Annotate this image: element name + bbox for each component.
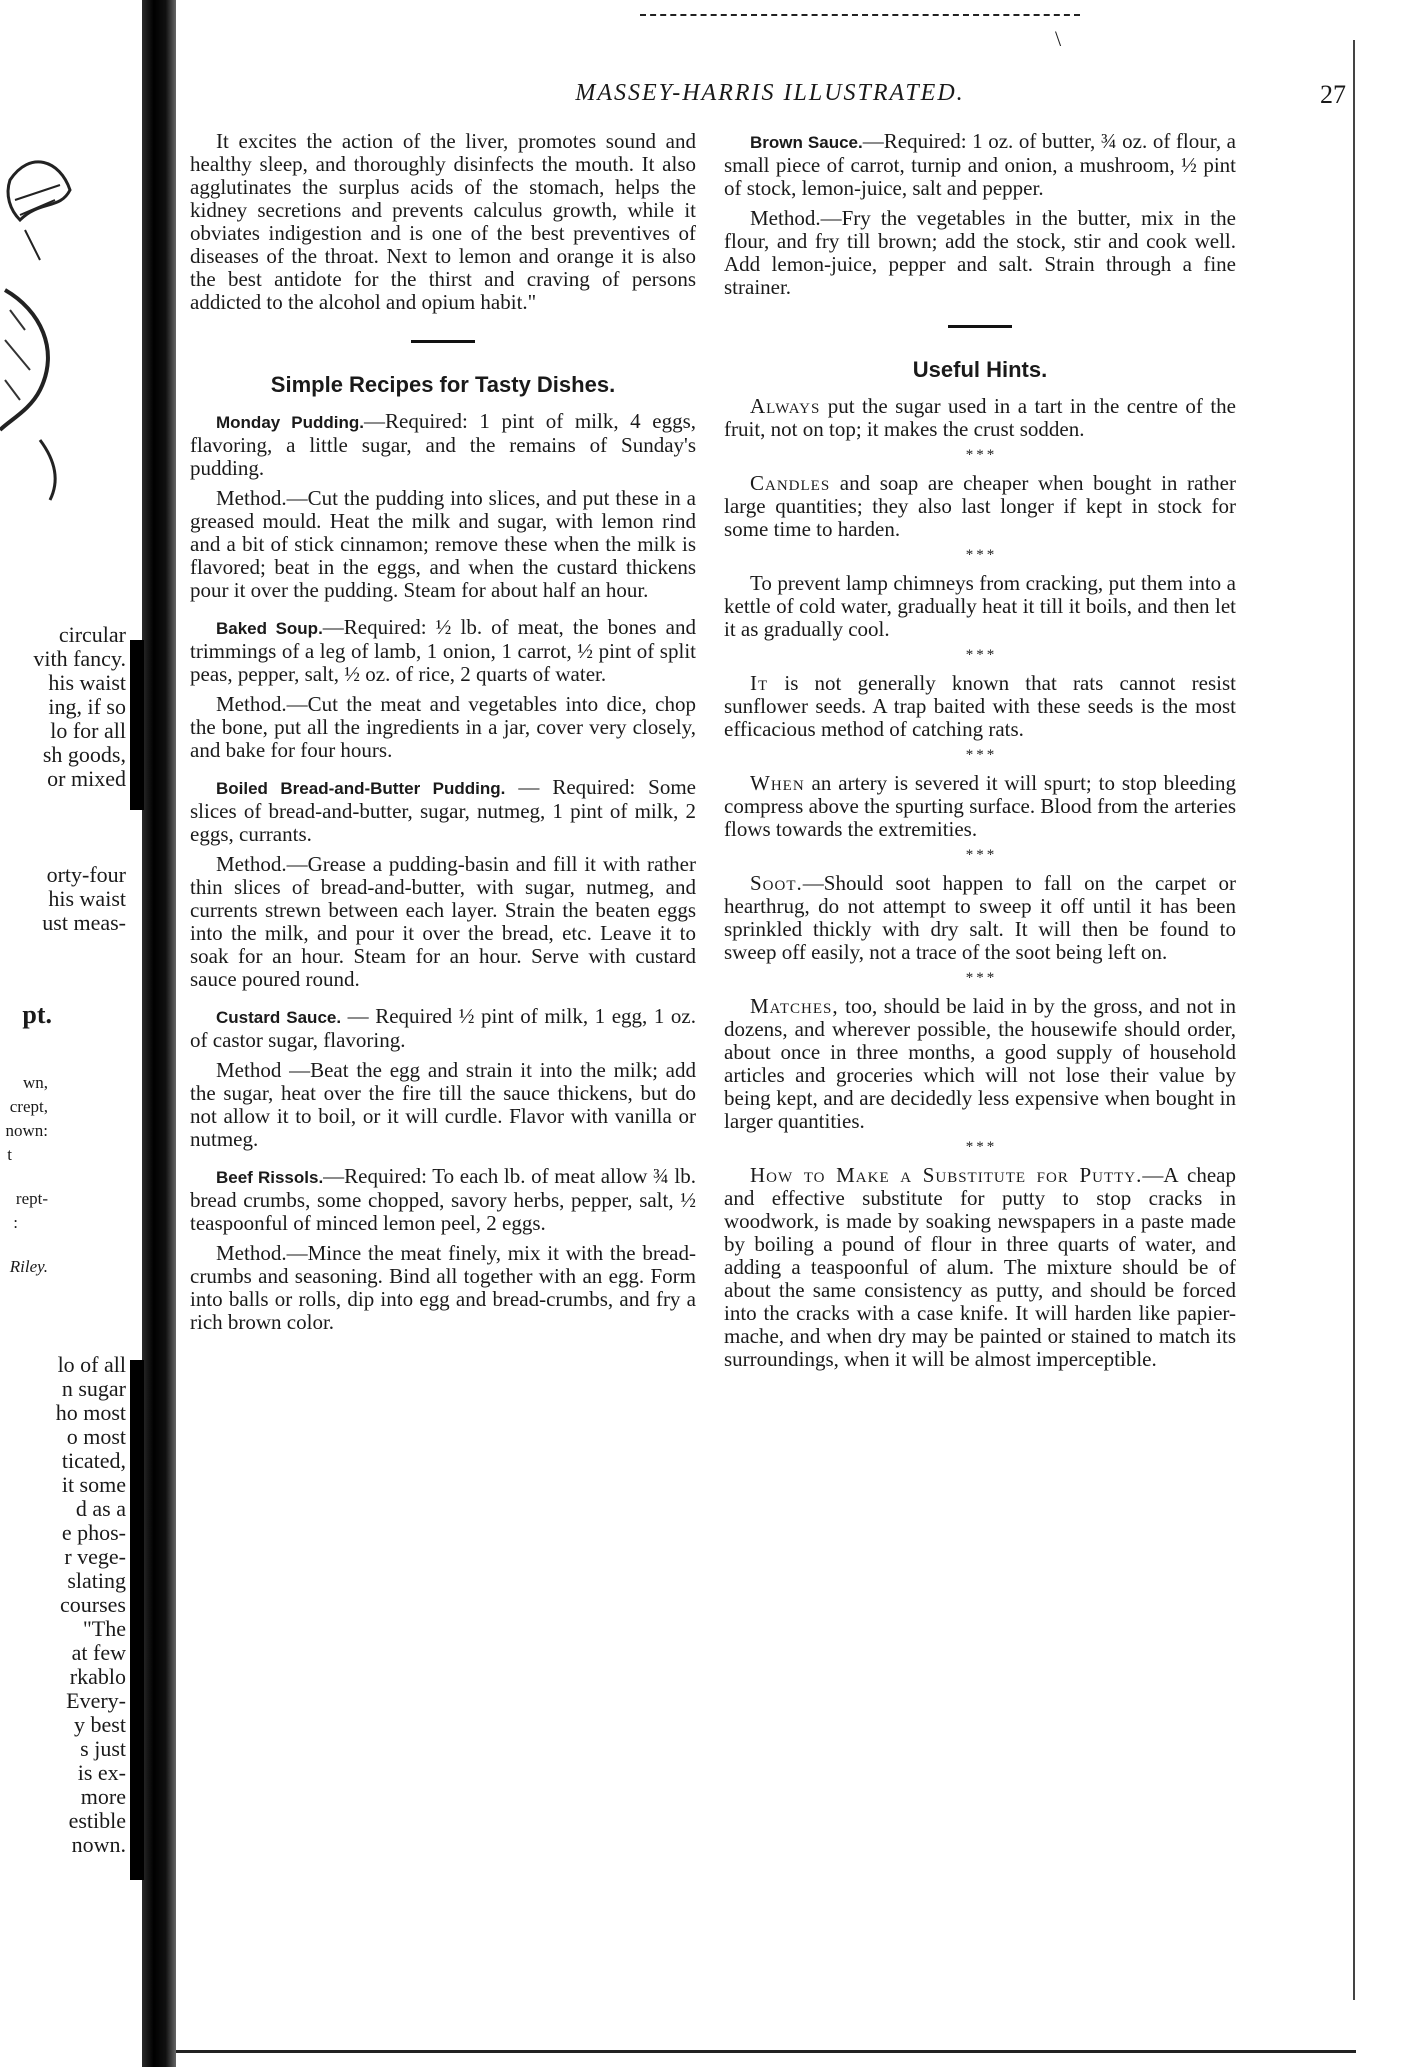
recipe-name: Brown Sauce. [750,133,863,152]
section-divider [948,325,1012,328]
recipe-required: Brown Sauce.—Required: 1 oz. of butter, ¾ oz. of flour, a small piece of carrot, turnip and onion, a mushroom, ½ pint of stock, lemon-juice, salt and pepper. [724,129,1237,200]
recipe-name: Beef Rissols. [216,1168,324,1187]
page-gutter-shadow [142,0,176,2067]
left-column [190,130,696,1341]
recipe-required: Custard Sauce. — Required ½ pint of milk, 1 egg, 1 oz. of castor sugar, flavoring. [190,1004,696,1052]
recipe-required: Beef Rissols.—Required: To each lb. of meat allow ¾ lb. bread crumbs, some chopped, savory herbs, pepper, salt, ½ teaspoonful of minced lemon peel, 2 eggs. [190,1164,696,1235]
running-title: MASSEY-HARRIS ILLUSTRATED. [575,80,965,106]
gutter-ink-blot [130,1360,144,1880]
recipe-method: Method.—Cut the pudding into slices, and put these in a greased mould. Heat the milk and sugar, with lemon rind and a bit of stick cinnamon; remove these when the milk is flavored; beat in the eggs, and when the custard thickens pour it over the pudding. Steam for about half an hour. [190,486,696,602]
recipe-method: Method —Beat the egg and strain it into the milk; add the sugar, heat over the fire till the sauce thickens, but do not allow it to boil, or it will curdle. Flavor with vanilla or nutmeg. [190,1058,696,1151]
asterism-divider: * * * [965,970,995,986]
section-title-hints: Useful Hints. [912,357,1048,382]
top-scan-edge [640,14,1080,16]
asterism-divider: * * * [965,1139,995,1155]
recipe-name: Boiled Bread-and-Butter Pudding. [216,779,506,798]
asterism-divider: * * * [965,847,995,863]
engraving-fragment-illustration [0,140,80,540]
scan-mark: \ [1055,26,1062,51]
hint-paragraph: Matches, too, should be laid in by the gross, and not in dozens, and wherever possible, the housewife should order, about once in three months, a good supply of household articles and groceries which will not lose their value by being kept, and are decidedly less expensive when bought in larger quantities. [724,994,1236,1133]
asterism-divider: * * * [965,647,995,663]
hint-paragraph: Always put the sugar used in a tart in the centre of the fruit, not on top; it makes the crust sodden. [724,394,1236,441]
recipe-required: Baked Soup.—Required: ½ lb. of meat, the bones and trimmings of a leg of lamb, 1 onion, 1 carrot, ½ pint of split peas, pepper, salt, ½ oz. of rice, 2 quarts of water. [190,615,696,686]
recipe-required: Monday Pudding.—Required: 1 pint of milk, 4 eggs, flavoring, a little sugar, and the remains of Sunday's pudding. [190,409,696,480]
recipe-name: Monday Pudding. [216,413,364,432]
hint-paragraph: It is not generally known that rats cannot resist sunflower seeds. A trap baited with these seeds is the most efficacious method of catching rats. [724,671,1236,741]
section-title-recipes: Simple Recipes for Tasty Dishes. [270,372,616,397]
recipe-name: Custard Sauce. [216,1008,342,1027]
right-page-edge [1353,40,1355,2000]
hint-paragraph: Soot.—Should soot happen to fall on the carpet or hearthrug, do not attempt to sweep it off until it has been sprinkled thickly with dry salt. It will then be found to sweep off easily, not a trace of the soot being left on. [724,871,1236,964]
recipe-name: Baked Soup. [216,619,323,638]
bottom-page-edge [176,2050,1356,2053]
asterism-divider: * * * [965,747,995,763]
recipe-method: Method.—Grease a pudding-basin and fill it with rather thin slices of bread-and-butter, with sugar, nutmeg, and currents strewn between each layer. Strain the beaten eggs into the milk, and pour it over the bread, etc. Leave it to soak for an hour. Steam for an hour. Serve with custard sauce poured round. [190,852,696,991]
section-divider [411,340,475,343]
hint-paragraph: How to Make a Substitute for Putty.—A cheap and effective substitute for putty to stop cracks in woodwork, is made by soaking newspapers in a paste made by boiling a pound of flour in three quarts of water, and adding a teaspoonful of alum. The mixture should be of about the same consistency as putty, and should be forced into the cracks with a case knife. It will harden like papier-mache, and when dry may be painted or stained to match its surroundings, when it will be almost imperceptible. [724,1163,1236,1371]
recipe-method: Method.—Fry the vegetables in the butter, mix in the flour, and fry till brown; add the stock, stir and cook well. Add lemon-juice, pepper and salt. Strain through a fine strainer. [724,206,1236,299]
asterism-divider: * * * [965,447,995,463]
gutter-ink-blot [130,640,144,810]
recipe-method: Method.—Cut the meat and vegetables into dice, chop the bone, put all the ingredients in a jar, cover very closely, and bake for four hours. [190,692,696,762]
intro-paragraph: It excites the action of the liver, promotes sound and healthy sleep, and thoroughly disinfects the mouth. It also agglutinates the surplus acids of the stomach, helps the kidney secretions and prevents calculus growth, while it obviates indigestion and is one of the best preventives of diseases of the throat. Next to lemon and orange it is also the best antidote for the thirst and craving of persons addicted to the alcohol and opium habit." [190,129,696,314]
right-column [724,130,1236,1378]
recipe-method: Method.—Mince the meat finely, mix it with the bread-crumbs and seasoning. Bind all together with an egg. Form into balls or rolls, dip into egg and bread-crumbs, and fry a rich brown color. [190,1241,696,1334]
asterism-divider: * * * [965,547,995,563]
hint-paragraph: To prevent lamp chimneys from cracking, put them into a kettle of cold water, gradually heat it till it boils, and then let it as gradually cool. [724,571,1236,641]
previous-page-fragment: circular vith fancy. his waist ing, if so lo for all sh goods, or mixed orty-four his waist ust meas- pt. wn, crept, nown: t rept- : Riley. lo of all n sugar ho most o most ticated, it some d as a e phos- r vege- slating courses "The at few rkablo Every- y best s just is ex- more estible nown. [0,0,142,2067]
hint-paragraph: When an artery is severed it will spurt; to stop bleeding compress above the spurting surface. Blood from the arteries flows towards the extremities. [724,771,1236,841]
page-number: 27 [1320,80,1346,109]
recipe-required: Boiled Bread-and-Butter Pudding. — Required: Some slices of bread-and-butter, sugar, nutmeg, 1 pint of milk, 2 eggs, currants. [190,775,696,846]
page-header [176,80,1356,116]
hint-paragraph: Candles and soap are cheaper when bought in rather large quantities; they also last longer if kept in stock for some time to harden. [724,471,1236,541]
